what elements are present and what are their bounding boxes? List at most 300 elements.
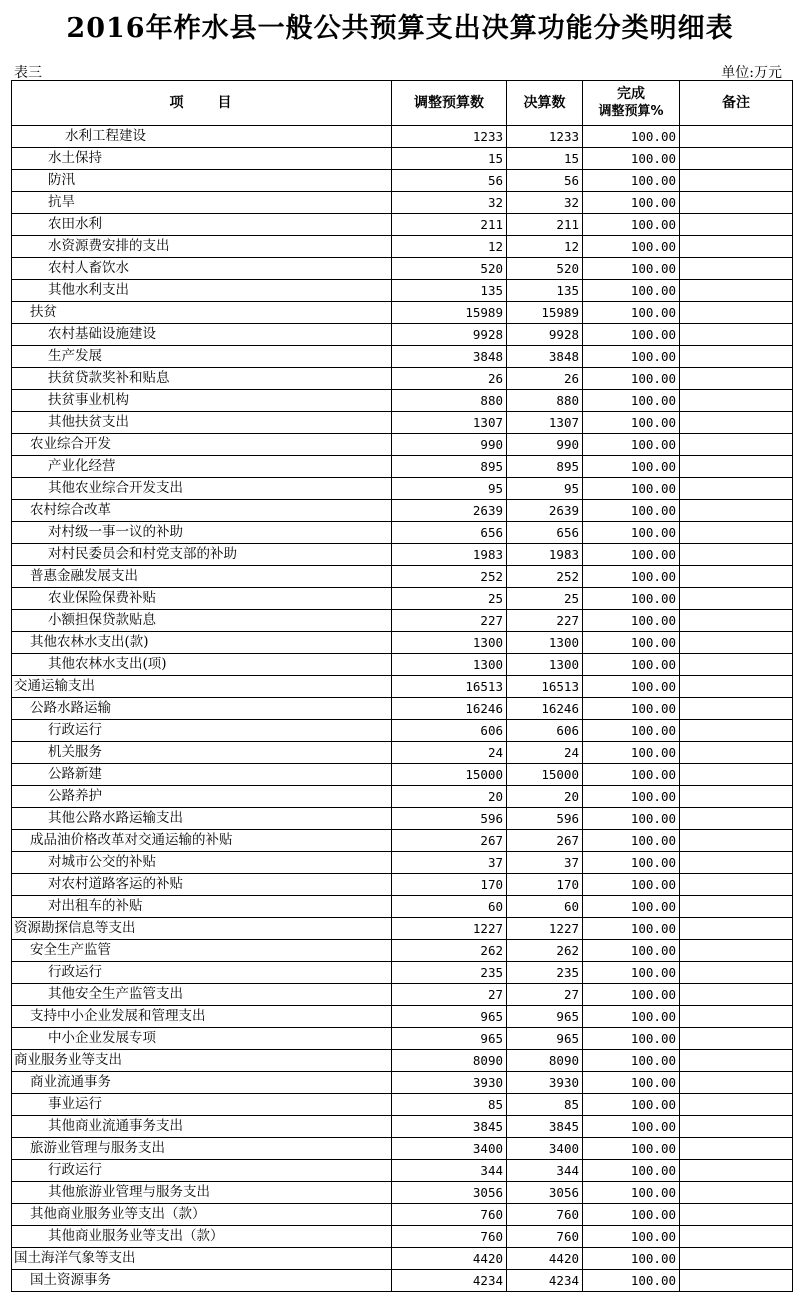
row-remark xyxy=(680,456,793,478)
table-row xyxy=(12,302,793,324)
row-final-account: 170 xyxy=(507,874,583,896)
row-remark xyxy=(680,1226,793,1248)
table-row xyxy=(12,1248,793,1270)
row-adjusted-budget: 60 xyxy=(392,896,507,918)
row-item-name: 对村民委员会和村党支部的补助 xyxy=(12,544,392,566)
header-item: 项 目 xyxy=(12,81,392,126)
table-row xyxy=(12,566,793,588)
row-item-name: 抗旱 xyxy=(12,192,392,214)
table-row xyxy=(12,588,793,610)
table-row xyxy=(12,1094,793,1116)
row-completion-rate: 100.00 xyxy=(583,830,680,852)
row-item-name: 农田水利 xyxy=(12,214,392,236)
row-adjusted-budget: 3848 xyxy=(392,346,507,368)
row-adjusted-budget: 1300 xyxy=(392,654,507,676)
header-final-account: 决算数 xyxy=(507,81,583,126)
row-final-account: 4234 xyxy=(507,1270,583,1292)
row-item-name: 扶贫事业机构 xyxy=(12,390,392,412)
row-item-name: 旅游业管理与服务支出 xyxy=(12,1138,392,1160)
table-row xyxy=(12,148,793,170)
row-item-name: 国土资源事务 xyxy=(12,1270,392,1292)
row-item-name: 生产发展 xyxy=(12,346,392,368)
row-adjusted-budget: 1300 xyxy=(392,632,507,654)
row-adjusted-budget: 211 xyxy=(392,214,507,236)
row-final-account: 3930 xyxy=(507,1072,583,1094)
row-item-name: 其他旅游业管理与服务支出 xyxy=(12,1182,392,1204)
row-final-account: 760 xyxy=(507,1204,583,1226)
table-body xyxy=(12,126,793,1292)
row-completion-rate: 100.00 xyxy=(583,1072,680,1094)
row-final-account: 16513 xyxy=(507,676,583,698)
row-remark xyxy=(680,918,793,940)
row-completion-rate: 100.00 xyxy=(583,1094,680,1116)
row-adjusted-budget: 895 xyxy=(392,456,507,478)
row-item-name: 其他公路水路运输支出 xyxy=(12,808,392,830)
row-remark xyxy=(680,764,793,786)
row-item-name: 对村级一事一议的补助 xyxy=(12,522,392,544)
row-adjusted-budget: 9928 xyxy=(392,324,507,346)
row-completion-rate: 100.00 xyxy=(583,1182,680,1204)
row-final-account: 16246 xyxy=(507,698,583,720)
row-remark xyxy=(680,1028,793,1050)
row-adjusted-budget: 344 xyxy=(392,1160,507,1182)
row-remark xyxy=(680,478,793,500)
row-remark xyxy=(680,236,793,258)
row-remark xyxy=(680,676,793,698)
table-row xyxy=(12,214,793,236)
row-completion-rate: 100.00 xyxy=(583,478,680,500)
row-final-account: 3056 xyxy=(507,1182,583,1204)
row-final-account: 85 xyxy=(507,1094,583,1116)
row-remark xyxy=(680,896,793,918)
row-remark xyxy=(680,1006,793,1028)
row-adjusted-budget: 4234 xyxy=(392,1270,507,1292)
row-final-account: 520 xyxy=(507,258,583,280)
table-row xyxy=(12,324,793,346)
row-completion-rate: 100.00 xyxy=(583,786,680,808)
row-adjusted-budget: 235 xyxy=(392,962,507,984)
row-remark xyxy=(680,390,793,412)
table-row xyxy=(12,610,793,632)
row-item-name: 其他安全生产监管支出 xyxy=(12,984,392,1006)
table-row xyxy=(12,236,793,258)
row-completion-rate: 100.00 xyxy=(583,720,680,742)
row-adjusted-budget: 1307 xyxy=(392,412,507,434)
row-adjusted-budget: 965 xyxy=(392,1006,507,1028)
row-adjusted-budget: 252 xyxy=(392,566,507,588)
row-final-account: 344 xyxy=(507,1160,583,1182)
row-final-account: 1983 xyxy=(507,544,583,566)
row-completion-rate: 100.00 xyxy=(583,544,680,566)
row-completion-rate: 100.00 xyxy=(583,126,680,148)
row-final-account: 3845 xyxy=(507,1116,583,1138)
row-adjusted-budget: 227 xyxy=(392,610,507,632)
table-row xyxy=(12,874,793,896)
row-item-name: 安全生产监管 xyxy=(12,940,392,962)
row-adjusted-budget: 24 xyxy=(392,742,507,764)
row-adjusted-budget: 32 xyxy=(392,192,507,214)
row-final-account: 965 xyxy=(507,1028,583,1050)
table-row xyxy=(12,456,793,478)
row-completion-rate: 100.00 xyxy=(583,236,680,258)
row-remark xyxy=(680,808,793,830)
row-adjusted-budget: 25 xyxy=(392,588,507,610)
row-remark xyxy=(680,544,793,566)
row-final-account: 12 xyxy=(507,236,583,258)
table-row xyxy=(12,918,793,940)
row-final-account: 9928 xyxy=(507,324,583,346)
row-completion-rate: 100.00 xyxy=(583,764,680,786)
row-remark xyxy=(680,1248,793,1270)
table-row xyxy=(12,478,793,500)
table-row xyxy=(12,500,793,522)
row-completion-rate: 100.00 xyxy=(583,940,680,962)
row-adjusted-budget: 596 xyxy=(392,808,507,830)
row-adjusted-budget: 85 xyxy=(392,1094,507,1116)
table-label: 表三 xyxy=(14,65,42,81)
header-completion-top: 完成 xyxy=(617,86,645,102)
row-adjusted-budget: 656 xyxy=(392,522,507,544)
row-final-account: 3400 xyxy=(507,1138,583,1160)
header-completion-rate xyxy=(583,81,680,126)
table-row xyxy=(12,192,793,214)
row-adjusted-budget: 56 xyxy=(392,170,507,192)
row-final-account: 211 xyxy=(507,214,583,236)
row-item-name: 农村基础设施建设 xyxy=(12,324,392,346)
row-remark xyxy=(680,126,793,148)
table-row xyxy=(12,786,793,808)
row-item-name: 其他农林水支出(项) xyxy=(12,654,392,676)
table-row xyxy=(12,1226,793,1248)
row-item-name: 行政运行 xyxy=(12,1160,392,1182)
row-final-account: 656 xyxy=(507,522,583,544)
row-final-account: 26 xyxy=(507,368,583,390)
row-item-name: 扶贫贷款奖补和贴息 xyxy=(12,368,392,390)
row-remark xyxy=(680,1072,793,1094)
row-final-account: 56 xyxy=(507,170,583,192)
row-completion-rate: 100.00 xyxy=(583,192,680,214)
table-row xyxy=(12,1050,793,1072)
table-row xyxy=(12,1204,793,1226)
row-remark xyxy=(680,148,793,170)
row-adjusted-budget: 15 xyxy=(392,148,507,170)
row-remark xyxy=(680,1138,793,1160)
row-item-name: 公路水路运输 xyxy=(12,698,392,720)
row-adjusted-budget: 965 xyxy=(392,1028,507,1050)
row-final-account: 895 xyxy=(507,456,583,478)
row-completion-rate: 100.00 xyxy=(583,1226,680,1248)
table-row xyxy=(12,830,793,852)
row-remark xyxy=(680,280,793,302)
row-final-account: 60 xyxy=(507,896,583,918)
row-completion-rate: 100.00 xyxy=(583,456,680,478)
table-row xyxy=(12,1028,793,1050)
table-row xyxy=(12,126,793,148)
row-adjusted-budget: 990 xyxy=(392,434,507,456)
row-adjusted-budget: 1983 xyxy=(392,544,507,566)
row-item-name: 资源勘探信息等支出 xyxy=(12,918,392,940)
table-header-row xyxy=(12,81,793,126)
row-adjusted-budget: 1233 xyxy=(392,126,507,148)
table-row xyxy=(12,896,793,918)
row-item-name: 其他农林水支出(款) xyxy=(12,632,392,654)
row-adjusted-budget: 3930 xyxy=(392,1072,507,1094)
row-remark xyxy=(680,1094,793,1116)
row-adjusted-budget: 760 xyxy=(392,1226,507,1248)
row-completion-rate: 100.00 xyxy=(583,896,680,918)
row-item-name: 事业运行 xyxy=(12,1094,392,1116)
row-item-name: 其他农业综合开发支出 xyxy=(12,478,392,500)
row-item-name: 农村人畜饮水 xyxy=(12,258,392,280)
row-remark xyxy=(680,874,793,896)
row-adjusted-budget: 16513 xyxy=(392,676,507,698)
row-remark xyxy=(680,1050,793,1072)
row-final-account: 15000 xyxy=(507,764,583,786)
row-final-account: 4420 xyxy=(507,1248,583,1270)
table-row xyxy=(12,940,793,962)
row-remark xyxy=(680,324,793,346)
row-final-account: 1233 xyxy=(507,126,583,148)
row-final-account: 880 xyxy=(507,390,583,412)
table-row xyxy=(12,720,793,742)
row-adjusted-budget: 26 xyxy=(392,368,507,390)
row-item-name: 扶贫 xyxy=(12,302,392,324)
table-row xyxy=(12,280,793,302)
row-adjusted-budget: 15989 xyxy=(392,302,507,324)
row-completion-rate: 100.00 xyxy=(583,412,680,434)
table-row xyxy=(12,698,793,720)
row-adjusted-budget: 1227 xyxy=(392,918,507,940)
row-remark xyxy=(680,434,793,456)
row-completion-rate: 100.00 xyxy=(583,874,680,896)
row-completion-rate: 100.00 xyxy=(583,1116,680,1138)
row-final-account: 596 xyxy=(507,808,583,830)
row-final-account: 37 xyxy=(507,852,583,874)
row-remark xyxy=(680,632,793,654)
table-row xyxy=(12,764,793,786)
table-row xyxy=(12,742,793,764)
row-completion-rate: 100.00 xyxy=(583,324,680,346)
row-item-name: 成品油价格改革对交通运输的补贴 xyxy=(12,830,392,852)
row-adjusted-budget: 520 xyxy=(392,258,507,280)
row-remark xyxy=(680,742,793,764)
table-row xyxy=(12,962,793,984)
table-row xyxy=(12,412,793,434)
row-completion-rate: 100.00 xyxy=(583,280,680,302)
table-row xyxy=(12,390,793,412)
row-adjusted-budget: 8090 xyxy=(392,1050,507,1072)
row-adjusted-budget: 880 xyxy=(392,390,507,412)
row-remark xyxy=(680,258,793,280)
row-adjusted-budget: 3400 xyxy=(392,1138,507,1160)
row-item-name: 其他商业服务业等支出（款） xyxy=(12,1226,392,1248)
row-adjusted-budget: 27 xyxy=(392,984,507,1006)
row-final-account: 990 xyxy=(507,434,583,456)
row-remark xyxy=(680,1116,793,1138)
row-item-name: 农业综合开发 xyxy=(12,434,392,456)
table-row xyxy=(12,434,793,456)
row-completion-rate: 100.00 xyxy=(583,1028,680,1050)
row-final-account: 27 xyxy=(507,984,583,1006)
row-remark xyxy=(680,1204,793,1226)
table-row xyxy=(12,676,793,698)
table-row xyxy=(12,1072,793,1094)
row-completion-rate: 100.00 xyxy=(583,566,680,588)
row-remark xyxy=(680,214,793,236)
row-completion-rate: 100.00 xyxy=(583,368,680,390)
row-remark xyxy=(680,588,793,610)
row-completion-rate: 100.00 xyxy=(583,170,680,192)
row-final-account: 267 xyxy=(507,830,583,852)
table-row xyxy=(12,346,793,368)
row-final-account: 965 xyxy=(507,1006,583,1028)
row-final-account: 95 xyxy=(507,478,583,500)
row-item-name: 其他水利支出 xyxy=(12,280,392,302)
row-remark xyxy=(680,302,793,324)
row-completion-rate: 100.00 xyxy=(583,984,680,1006)
row-completion-rate: 100.00 xyxy=(583,588,680,610)
row-completion-rate: 100.00 xyxy=(583,1006,680,1028)
row-final-account: 235 xyxy=(507,962,583,984)
row-final-account: 760 xyxy=(507,1226,583,1248)
row-item-name: 对城市公交的补贴 xyxy=(12,852,392,874)
row-final-account: 15989 xyxy=(507,302,583,324)
table-row xyxy=(12,808,793,830)
row-adjusted-budget: 95 xyxy=(392,478,507,500)
row-completion-rate: 100.00 xyxy=(583,434,680,456)
row-item-name: 农村综合改革 xyxy=(12,500,392,522)
row-completion-rate: 100.00 xyxy=(583,1270,680,1292)
row-completion-rate: 100.00 xyxy=(583,346,680,368)
table-row xyxy=(12,1116,793,1138)
row-adjusted-budget: 3845 xyxy=(392,1116,507,1138)
row-adjusted-budget: 267 xyxy=(392,830,507,852)
row-remark xyxy=(680,984,793,1006)
row-remark xyxy=(680,610,793,632)
row-completion-rate: 100.00 xyxy=(583,148,680,170)
row-completion-rate: 100.00 xyxy=(583,852,680,874)
row-completion-rate: 100.00 xyxy=(583,1050,680,1072)
row-item-name: 机关服务 xyxy=(12,742,392,764)
row-item-name: 国土海洋气象等支出 xyxy=(12,1248,392,1270)
row-adjusted-budget: 12 xyxy=(392,236,507,258)
row-completion-rate: 100.00 xyxy=(583,500,680,522)
unit-label: 单位:万元 xyxy=(721,65,782,81)
row-completion-rate: 100.00 xyxy=(583,918,680,940)
row-item-name: 其他商业流通事务支出 xyxy=(12,1116,392,1138)
row-final-account: 606 xyxy=(507,720,583,742)
table-row xyxy=(12,654,793,676)
row-item-name: 对出租车的补贴 xyxy=(12,896,392,918)
row-item-name: 交通运输支出 xyxy=(12,676,392,698)
table-row xyxy=(12,522,793,544)
row-item-name: 中小企业发展专项 xyxy=(12,1028,392,1050)
row-final-account: 8090 xyxy=(507,1050,583,1072)
row-completion-rate: 100.00 xyxy=(583,390,680,412)
row-adjusted-budget: 16246 xyxy=(392,698,507,720)
row-remark xyxy=(680,940,793,962)
budget-table xyxy=(11,80,793,1292)
row-final-account: 1300 xyxy=(507,632,583,654)
row-completion-rate: 100.00 xyxy=(583,214,680,236)
row-item-name: 行政运行 xyxy=(12,720,392,742)
row-item-name: 商业流通事务 xyxy=(12,1072,392,1094)
row-adjusted-budget: 3056 xyxy=(392,1182,507,1204)
row-completion-rate: 100.00 xyxy=(583,808,680,830)
table-row xyxy=(12,1006,793,1028)
row-adjusted-budget: 20 xyxy=(392,786,507,808)
row-final-account: 25 xyxy=(507,588,583,610)
row-final-account: 20 xyxy=(507,786,583,808)
row-item-name: 其他商业服务业等支出（款） xyxy=(12,1204,392,1226)
row-final-account: 15 xyxy=(507,148,583,170)
row-item-name: 公路养护 xyxy=(12,786,392,808)
row-completion-rate: 100.00 xyxy=(583,962,680,984)
row-remark xyxy=(680,1160,793,1182)
row-item-name: 防汛 xyxy=(12,170,392,192)
row-completion-rate: 100.00 xyxy=(583,742,680,764)
row-item-name: 水土保持 xyxy=(12,148,392,170)
table-row xyxy=(12,1182,793,1204)
row-completion-rate: 100.00 xyxy=(583,1138,680,1160)
row-adjusted-budget: 760 xyxy=(392,1204,507,1226)
row-completion-rate: 100.00 xyxy=(583,302,680,324)
row-item-name: 水资源费安排的支出 xyxy=(12,236,392,258)
row-remark xyxy=(680,368,793,390)
row-completion-rate: 100.00 xyxy=(583,1248,680,1270)
row-remark xyxy=(680,412,793,434)
row-final-account: 135 xyxy=(507,280,583,302)
row-adjusted-budget: 37 xyxy=(392,852,507,874)
row-remark xyxy=(680,654,793,676)
table-row xyxy=(12,984,793,1006)
row-item-name: 其他扶贫支出 xyxy=(12,412,392,434)
row-remark xyxy=(680,500,793,522)
row-remark xyxy=(680,522,793,544)
row-final-account: 3848 xyxy=(507,346,583,368)
row-final-account: 227 xyxy=(507,610,583,632)
row-completion-rate: 100.00 xyxy=(583,1160,680,1182)
row-adjusted-budget: 606 xyxy=(392,720,507,742)
row-item-name: 对农村道路客运的补贴 xyxy=(12,874,392,896)
row-completion-rate: 100.00 xyxy=(583,1204,680,1226)
row-adjusted-budget: 2639 xyxy=(392,500,507,522)
row-adjusted-budget: 4420 xyxy=(392,1248,507,1270)
row-final-account: 1300 xyxy=(507,654,583,676)
table-row xyxy=(12,1138,793,1160)
row-item-name: 水利工程建设 xyxy=(12,126,392,148)
row-completion-rate: 100.00 xyxy=(583,522,680,544)
row-completion-rate: 100.00 xyxy=(583,610,680,632)
row-item-name: 支持中小企业发展和管理支出 xyxy=(12,1006,392,1028)
row-completion-rate: 100.00 xyxy=(583,698,680,720)
row-item-name: 公路新建 xyxy=(12,764,392,786)
row-final-account: 262 xyxy=(507,940,583,962)
row-adjusted-budget: 170 xyxy=(392,874,507,896)
header-remark: 备注 xyxy=(680,81,793,126)
row-final-account: 1227 xyxy=(507,918,583,940)
table-row xyxy=(12,1270,793,1292)
row-adjusted-budget: 135 xyxy=(392,280,507,302)
row-item-name: 农业保险保费补贴 xyxy=(12,588,392,610)
row-remark xyxy=(680,830,793,852)
header-adjusted-budget: 调整预算数 xyxy=(392,81,507,126)
row-item-name: 小额担保贷款贴息 xyxy=(12,610,392,632)
row-remark xyxy=(680,720,793,742)
row-remark xyxy=(680,852,793,874)
table-row xyxy=(12,258,793,280)
row-final-account: 32 xyxy=(507,192,583,214)
